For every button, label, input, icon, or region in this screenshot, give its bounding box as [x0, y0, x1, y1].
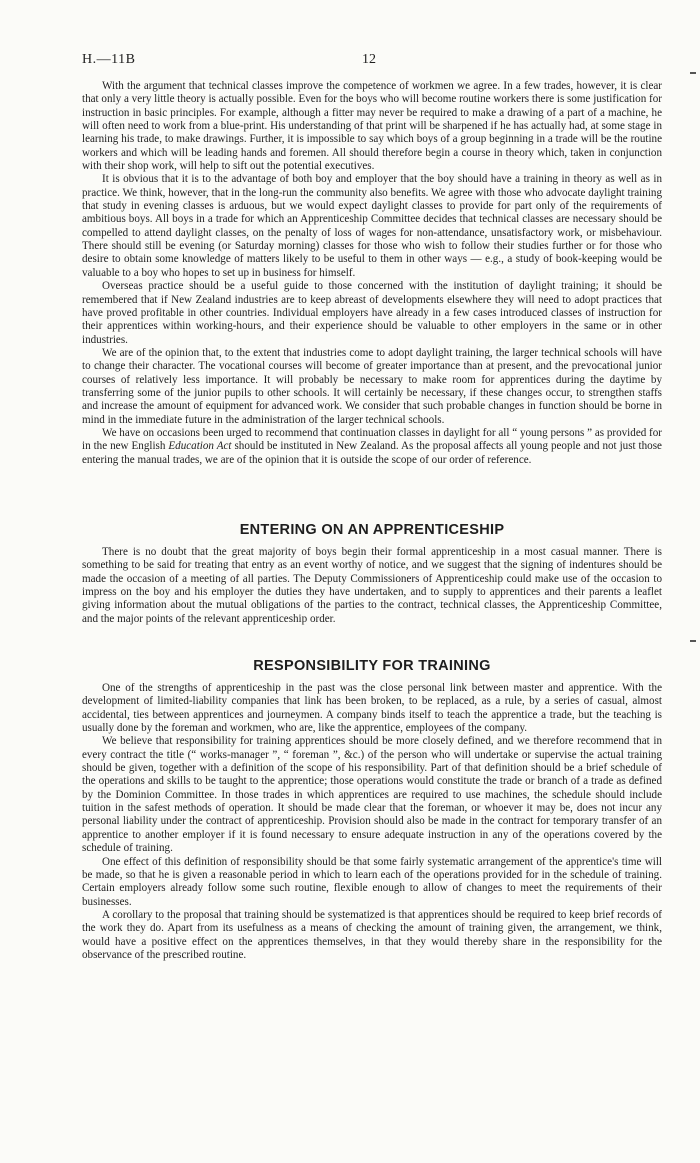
paragraph-text: We have on occasions been urged to recommend that continuation classes in daylight for all “ young persons ” as provided for in the new English	[82, 426, 662, 453]
margin-mark	[690, 72, 696, 74]
paragraph: A corollary to the proposal that training should be systematized is that apprentices should be required to keep brief records of the work they do. Apart from its usefulness as a means of checking the amount of training given, the arrangement, we think, would have a positive effect on the apprentices themselves, in that they would thereby share in the responsibility for the observance of the prescribed routine.	[82, 908, 662, 961]
paragraph: There is no doubt that the great majority of boys begin their formal apprenticeship in a most casual manner. There is something to be said for treating that entry as an event worthy of notice, and we suggest that the signing of indentures should be made the occasion of a meeting of all parties. The Deputy Commissioners of Apprenticeship could make use of the occasion to impress on the boy and his employer the duties they have undertaken, and to supply to apprentices and their parents a leaflet giving information about the mutual obligations of the parties to the contract, technical classes, the Apprenticeship Committee, and the major points of the relevant apprenticeship order.	[82, 545, 662, 625]
section-heading: ENTERING ON AN APPRENTICESHIP	[239, 521, 505, 538]
document-page	[82, 52, 662, 962]
section-entering-apprenticeship	[82, 546, 662, 626]
paragraph: One effect of this definition of responsibility should be that some fairly systematic arrangement of the apprentice's time will be made, so that he is given a reasonable period in which to learn each of the operations provided for in the schedule of training. Certain employers already follow some such routine, flexible enough to allow of changes to meet the requirements of their businesses.	[82, 855, 662, 908]
section-technical-classes	[82, 80, 662, 467]
paragraph: We believe that responsibility for training apprentices should be more closely defined, and we therefore recommend that in every contract the title (“ works-manager ”, “ foreman ”, &c.) of the person who will undertake or supervise the actual training should be given, together with a definition of the scope of his responsibility. Part of that definition should be a brief schedule of the operations and skills to be taught to the apprentice; those operations would constitute the trade or branch of a trade as defined by the Dominion Committee. In those trades in which apprentices are required to use machines, the schedule should include tuition in the safest methods of operation. It should be made clear that the foreman, or whoever it may be, does not incur any personal liability under the contract of apprenticeship. Provision should also be made in the contract for temporary transfer of an apprentice to another employer if it is found necessary to ensure adequate instruction in any of the operations covered by the schedule of training.	[82, 735, 662, 855]
paragraph	[82, 427, 662, 467]
paragraph: One of the strengths of apprenticeship in the past was the close personal link between master and apprentice. With the development of limited-liability companies that link has been broken, to be replaced, as a rule, by a series of casual, almost accidental, ties between apprentices and journeymen. A company binds itself to teach the apprentice a trade, but the teaching is usually done by the foreman and workmen, who are, like the apprentice, employees of the company.	[82, 682, 662, 735]
section-heading: RESPONSIBILITY FOR TRAINING	[253, 658, 491, 675]
margin-mark	[690, 640, 696, 642]
page-number: 12	[362, 52, 376, 67]
page-header	[82, 52, 662, 70]
document-reference: H.—11B	[82, 52, 136, 67]
paragraph: We are of the opinion that, to the extent that industries come to adopt daylight training, the larger technical schools will have to change their character. The vocational courses will become of greater importance than at present, and the prevocational junior courses of relatively less importance. It will probably be necessary to make room for apprentices during the daytime by transferring some of the junior pupils to other schools. It will certainly be necessary, if these changes occur, to strengthen staffs and increase the amount of equipment for advanced work. We consider that such probable changes in function should be borne in mind in the immediate future in the administration of the larger technical schools.	[82, 346, 662, 426]
paragraph-text: should be instituted in New Zealand. As the proposal affects all young people and not just those entering the manual trades, we are of the opinion that it is outside the scope of our order of reference.	[82, 440, 662, 466]
section-responsibility-training	[82, 682, 662, 962]
paragraph: With the argument that technical classes improve the competence of workmen we agree. In a few trades, however, it is clear that only a very little theory is actually possible. Even for the boys who will become routine workers there is some justification for instruction in basic principles. For example, although a fitter may never be required to make a drawing of a part of a machine, he will often need to work from a blue-print. His understanding of that print will be sharpened if he has actually had, at some stage in learning his trade, to make drawings. Further, it is impossible to say which boys of a group beginning in a trade will be the routine workers and which will be leading hands and foremen. All should therefore begin a course in theory which, taken in conjunction with their shop work, will help to sift out the potential executives.	[82, 80, 662, 173]
paragraph: It is obvious that it is to the advantage of both boy and employer that the boy should have a training in theory as well as in practice. We think, however, that in the long-run the community also benefits. We agree with those who advocate daylight training that study in evening classes is arduous, but we would expect daylight classes to provide for part only of the requirements of ambitious boys. All boys in a trade for which an Apprenticeship Committee decides that technical classes are necessary should be compelled to attend daylight classes, on the penalty of loss of wages for non-attendance, unsatisfactory work, or misbehaviour. There should still be evening (or Saturday morning) classes for those who wish to follow their studies further or for those who desire to obtain some knowledge of matters likely to be useful to them in other ways — e.g., a study of book-keeping would be valuable to a boy who hopes to set up in business for himself.	[82, 173, 662, 279]
act-title: Education Act	[168, 440, 232, 453]
paragraph: Overseas practice should be a useful guide to those concerned with the institution of daylight training; it should be remembered that if New Zealand industries are to keep abreast of developments elsewhere they will need to adopt practices that have proved profitable in other countries. Individual employers have already in a few cases introduced classes of instruction for their apprentices within working-hours, and their experience should be valuable to other employers in the same or in other industries.	[82, 280, 662, 346]
